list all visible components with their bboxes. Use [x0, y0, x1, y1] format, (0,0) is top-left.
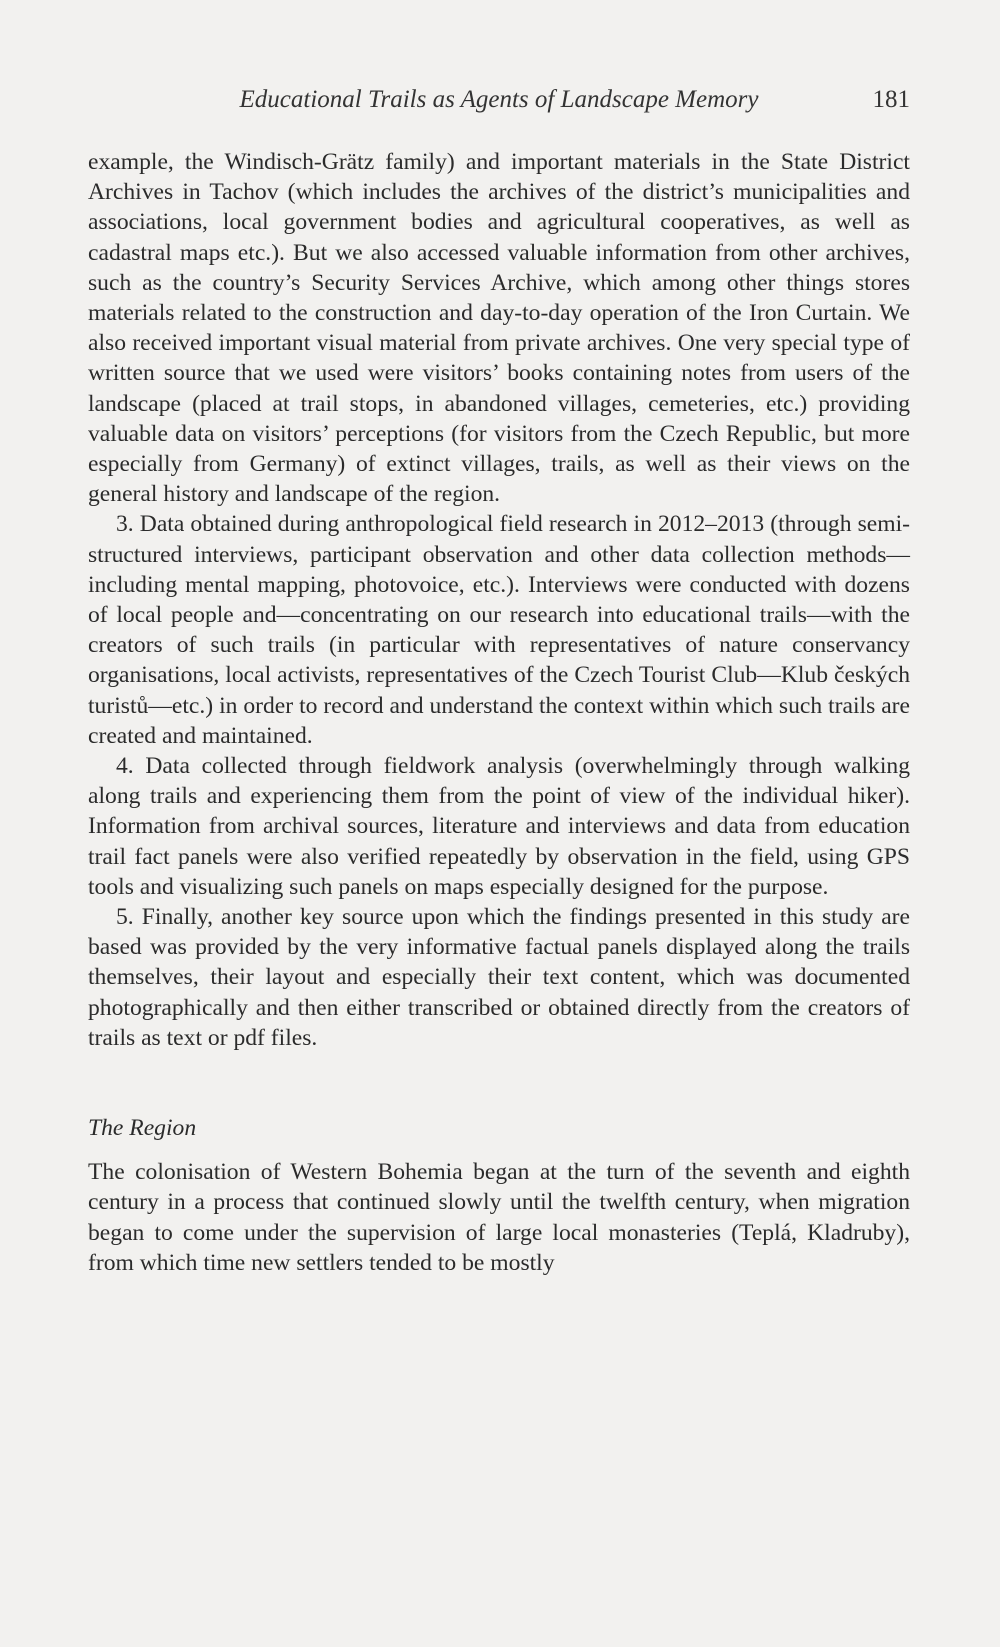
paragraph-archives-continued: example, the Windisch-Grätz family) and important materials in the State District Archives in Tachov (which includes the archives of the district’s municipalities and associations, local government bodies and agricultural cooperatives, as well as cadastral maps etc.). But we also accessed valuable information from other archives, such as the country’s Security Services Archive, which among other things stores materials related to the construction and day-to-day operation of the Iron Curtain. We also received important visual material from private archives. One very special type of written source that we used were visitors’ books containing notes from users of the landscape (placed at trail stops, in abandoned villages, cemeteries, etc.) providing valuable data on visitors’ perceptions (for visitors from the Czech Republic, but more especially from Germany) of extinct villages, trails, as well as their views on the general history and landscape of the region.: [88, 149, 910, 508]
running-header: [88, 82, 910, 118]
running-title: Educational Trails as Agents of Landscape Memory: [239, 86, 759, 113]
section-heading-the-region: The Region: [88, 1115, 197, 1142]
body-text: [88, 147, 910, 1278]
paragraph-colonisation: The colonisation of Western Bohemia began at the turn of the seventh and eighth century in a process that continued slowly until the twelfth century, when migration began to come under the supervision of large local monasteries (Teplá, Kladruby), from which time new settlers tended to be mostly: [88, 1159, 910, 1276]
paragraph-field-research: 3. Data obtained during anthropological field research in 2012–2013 (through semi-structured interviews, participant observation and other data collection methods—including mental mapping, photovoice, etc.). Interviews were conducted with dozens of local people and—concentrating on our research into educational trails—with the creators of such trails (in particular with representatives of nature conservancy organisations, local activists, representatives of the Czech Tourist Club—Klub českých turistů—etc.) in order to record and understand the context within which such trails are created and maintained.: [88, 511, 910, 749]
paragraph-fieldwork-analysis: 4. Data collected through fieldwork analysis (overwhelmingly through walking along trails and experiencing them from the point of view of the individual hiker). Information from archival sources, literature and interviews and data from education trail fact panels were also verified repeatedly by observation in the field, using GPS tools and visualizing such panels on maps especially designed for the purpose.: [88, 753, 910, 900]
page-number: 181: [872, 86, 910, 113]
paragraph-factual-panels: 5. Finally, another key source upon which the findings presented in this study are based was provided by the very informative factual panels displayed along the trails themselves, their layout and especially their text content, which was documented photographically and then either transcribed or obtained directly from the creators of trails as text or pdf files.: [88, 904, 910, 1051]
